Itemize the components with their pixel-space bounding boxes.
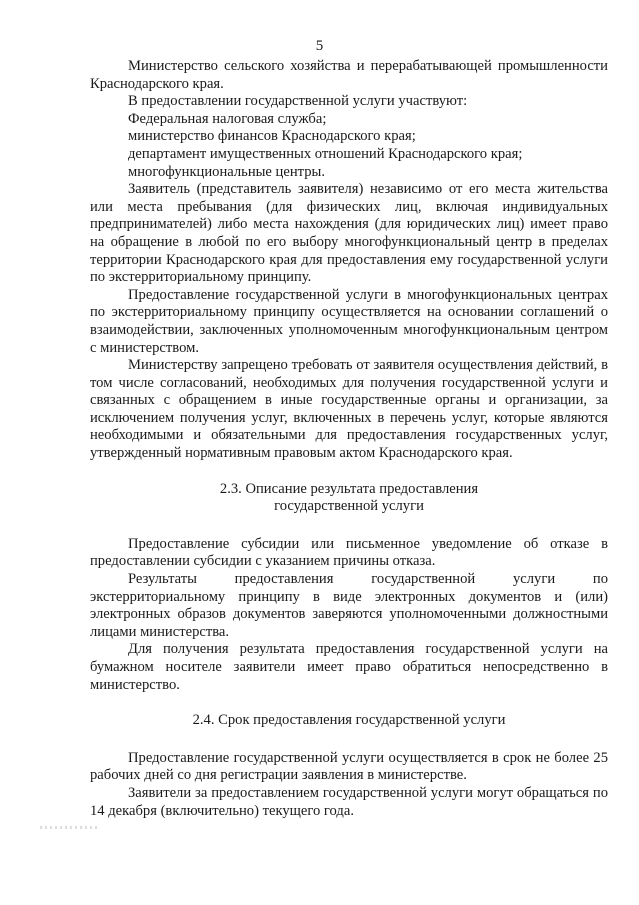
paragraph-result-subsidy: Предоставление субсидии или письменное уведомление об отказе в предоставлении субсидии с указанием причины отказа. xyxy=(90,535,608,570)
paragraph-term: Предоставление государственной услуги осуществляется в срок не более 25 рабочих дней со дня регистрации заявления в министерстве. xyxy=(90,749,608,784)
scan-artifact xyxy=(40,826,100,829)
page-number: 5 xyxy=(315,38,324,54)
paragraph-deadline: Заявители за предоставлением государственной услуги могут обращаться по 14 декабря (включительно) текущего года. xyxy=(90,784,608,819)
list-item-fns: Федеральная налоговая служба; xyxy=(128,110,327,127)
paragraph-ministry: Министерство сельского хозяйства и перерабатывающей промышленности Краснодарского края. xyxy=(90,58,608,92)
list-item-mfc: многофункциональные центры. xyxy=(128,163,325,180)
section-2-4-heading: 2.4. Срок предоставления государственной услуги xyxy=(192,712,506,729)
paragraph-applicant-rights: Заявитель (представитель заявителя) независимо от его места жительства или места пребывания (для физических лиц, включая индивидуальных предпринимателей) либо места нахождения (для юридических лиц) имеет право на обращение в любой по его выбору многофункциональный центр в пределах территории Краснодарского края для предоставления ему государственной услуги по экстерриториальному принципу. xyxy=(90,181,608,286)
paragraph-result-electronic: Результаты предоставления государственной услуги по экстерриториальному принципу в виде электронных документов и (или) электронных образов документов заверяются уполномоченными должностными лицами министерства. xyxy=(90,571,608,640)
section-2-3-heading-line1: 2.3. Описание результата предоставления xyxy=(219,480,479,497)
document-body xyxy=(90,58,608,820)
paragraph-participants: В предоставлении государственной услуги участвуют: xyxy=(128,93,468,110)
list-item-minfin: министерство финансов Краснодарского края; xyxy=(128,128,416,145)
paragraph-ministry-prohibition: Министерству запрещено требовать от заявителя осуществления действий, в том числе согласований, необходимых для получения государственной услуги и связанных с обращением в иные государственные органы и организации, за исключением получения услуг, включенных в перечень услуг, которые являются необходимыми и обязательными для предоставления государственных услуг, утвержденный нормативным правовым актом Краснодарского края. xyxy=(90,357,608,462)
list-item-property-dept: департамент имущественных отношений Краснодарского края; xyxy=(128,145,523,162)
paragraph-result-paper: Для получения результата предоставления государственной услуги на бумажном носителе заявители имеет право обратиться непосредственно в министерство. xyxy=(90,641,608,693)
section-2-3-heading-line2: государственной услуги xyxy=(274,498,424,515)
paragraph-mfc-agreements: Предоставление государственной услуги в многофункциональных центрах по экстерриториальному принципу осуществляется на основании соглашений о взаимодействии, заключенных уполномоченным многофункциональным центром с министерством. xyxy=(90,286,608,356)
